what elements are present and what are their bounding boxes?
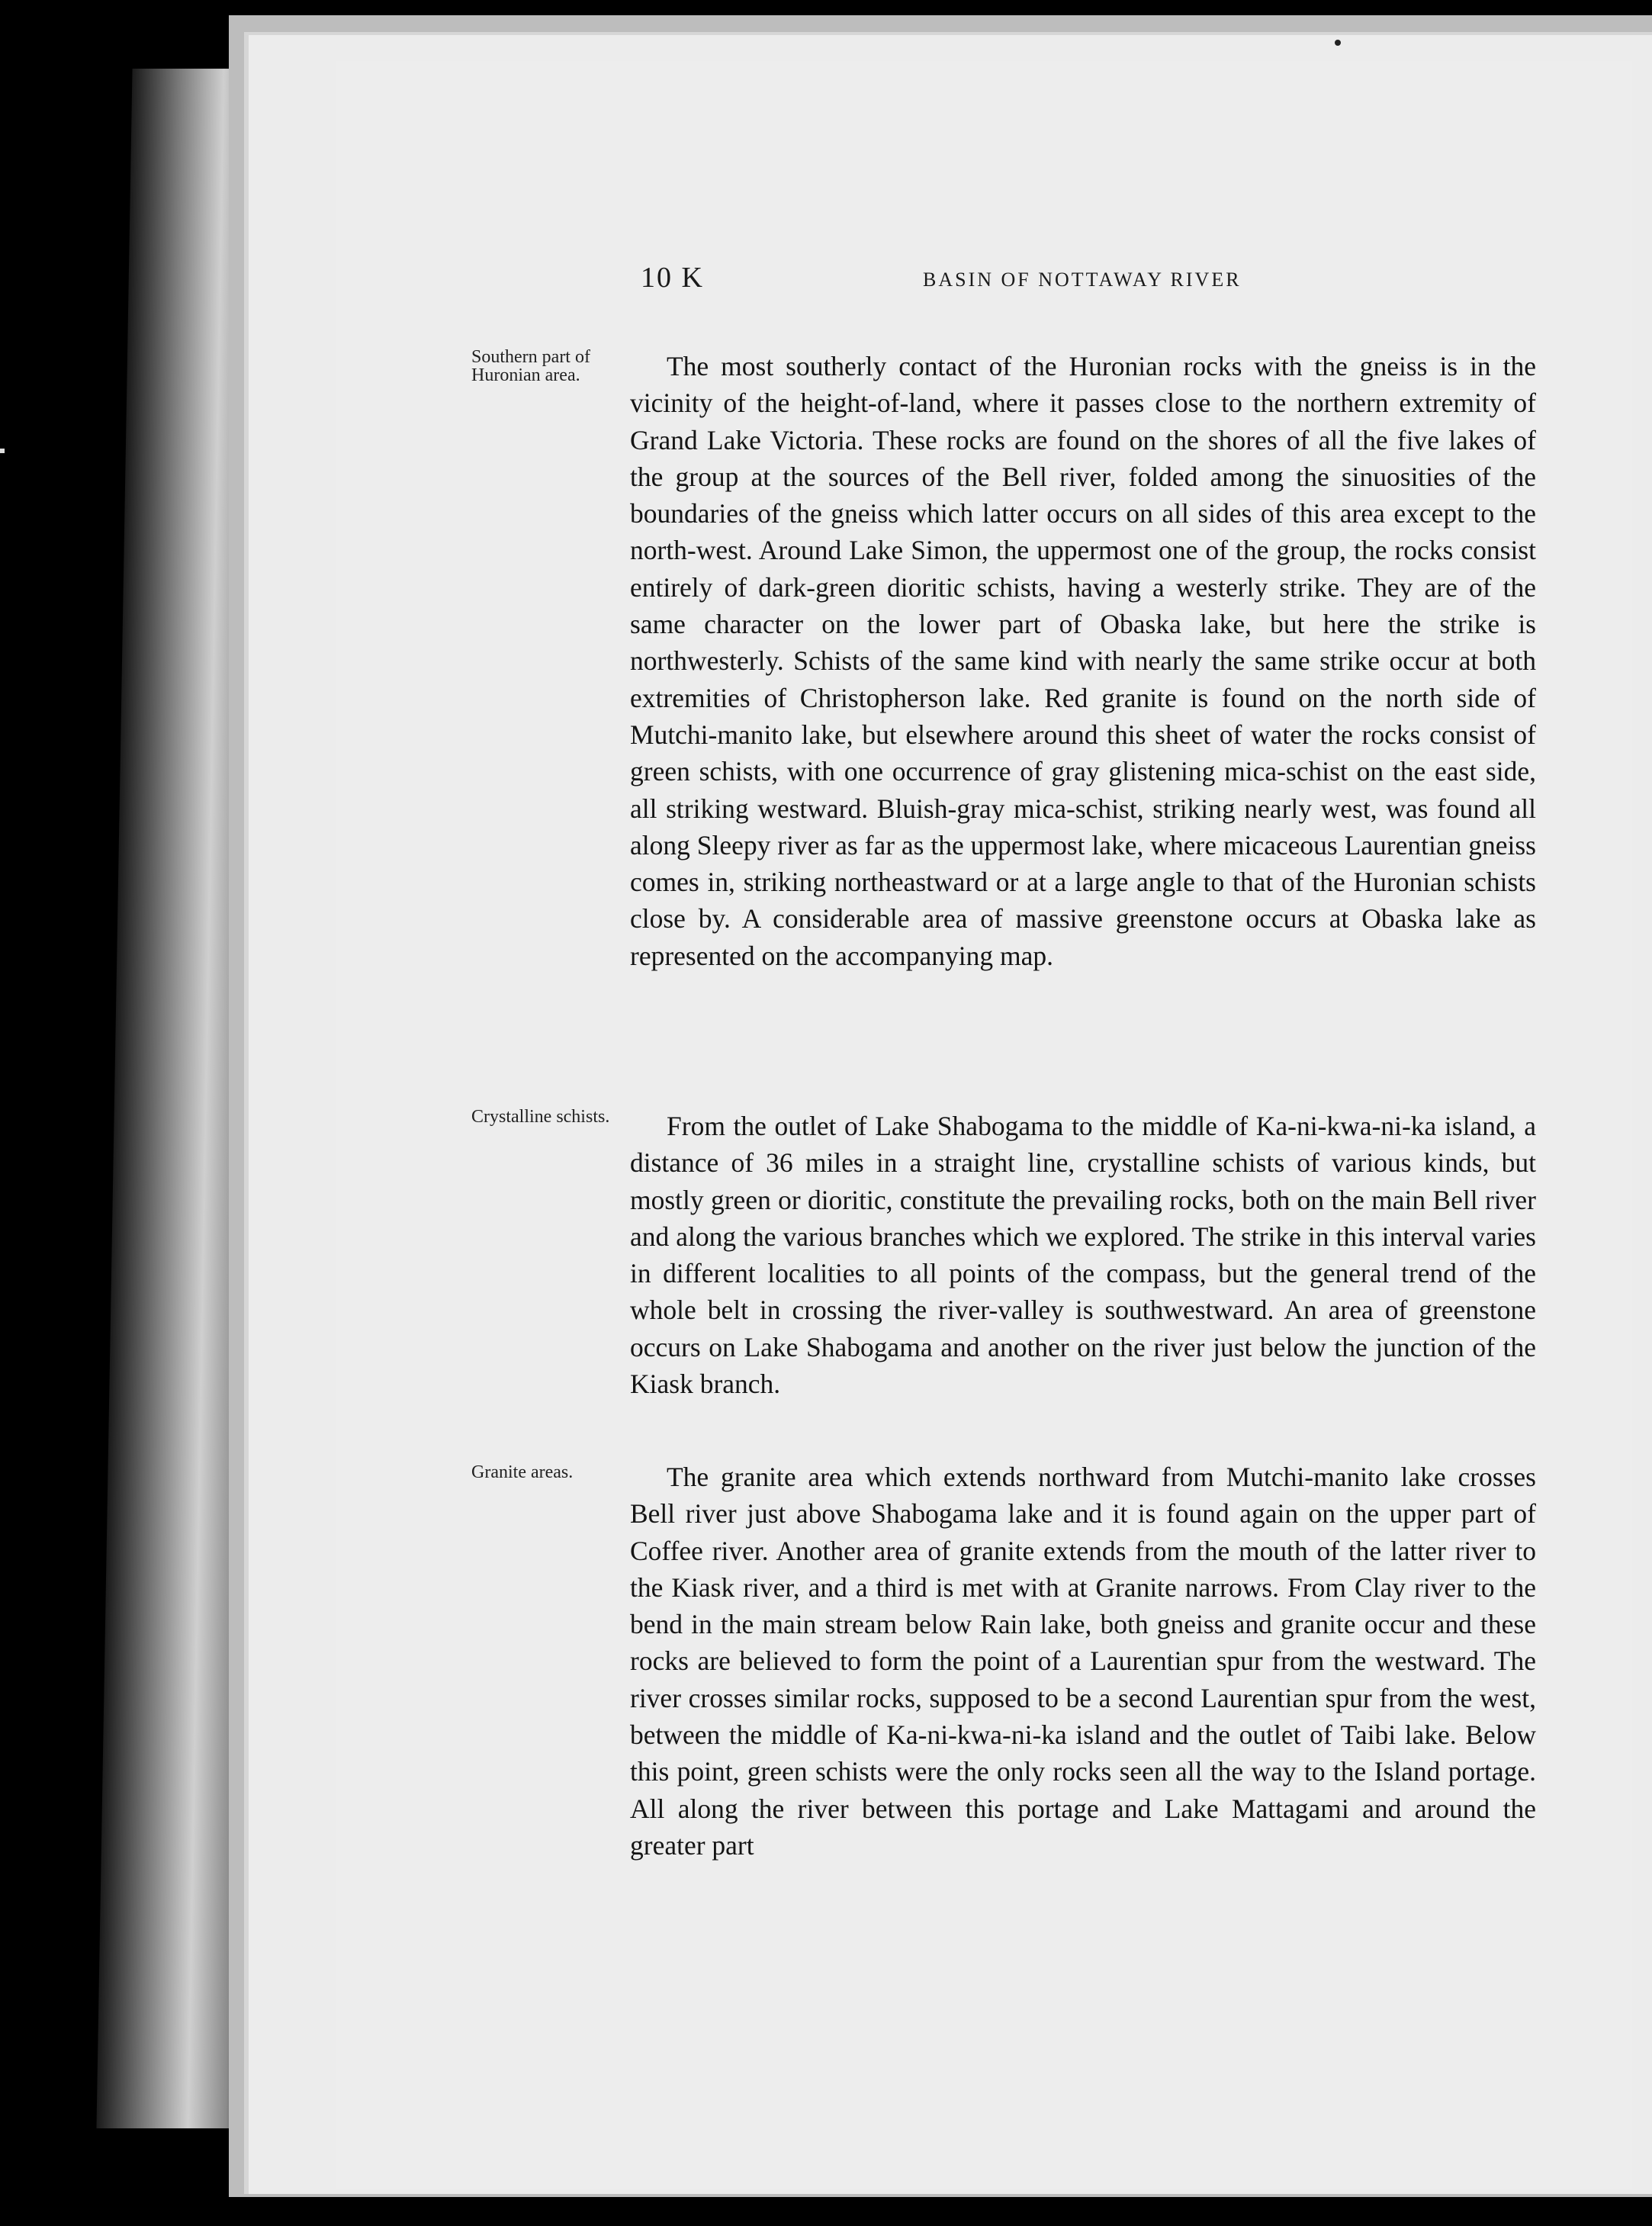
margin-note-southern-huronian: Southern part of Huronian area. bbox=[471, 347, 590, 385]
scan-speck-left bbox=[0, 449, 5, 453]
paragraph-granite-areas: The granite area which extends northward from Mutchi-manito lake crosses Bell river just above Shabogama lake and it is found again on the upper part of Coffee river. Another area of granite extends from the mouth of the latter river to the Kiask river, and a third is met with at Granite narrows. From Clay river to the bend in the main stream below Rain lake, both gneiss and granite occur and these rocks are believed to form the point of a Laurentian spur from the westward. The river crosses similar rocks, supposed to be a second Laurentian spur from the west, between the middle of Ka-ni-kwa-ni-ka island and the outlet of Taibi lake. Below this point, green schists were the only rocks seen all the way to the Island portage. All along the river between this portage and Lake Mattagami and around the greater part bbox=[630, 1462, 1536, 1861]
margin-note-crystalline-schists: Crystalline schists. bbox=[471, 1107, 610, 1127]
page-header bbox=[641, 261, 1495, 299]
page-number: 10 K bbox=[641, 262, 704, 294]
margin-note-granite-areas: Granite areas. bbox=[471, 1462, 574, 1482]
paragraph-crystalline-schists: From the outlet of Lake Shabogama to the middle of Ka-ni-kwa-ni-ka island, a distance of 36 miles in a straight line, crystalline schists of various kinds, but mostly green or dioritic, constitute the prevailing rocks, both on the main Bell river and along the various branches which we explored. The strike in this interval varies in different localities to all points of the compass, but the general trend of the whole belt in crossing the river-valley is southwestward. An area of greenstone occurs on Lake Shabogama and another on the river just below the junction of the Kiask branch. bbox=[630, 1111, 1536, 1400]
running-title: BASIN OF NOTTAWAY RIVER bbox=[923, 269, 1242, 291]
paragraph-southern-huronian: The most southerly contact of the Huronian rocks with the gneiss is in the vicinity of the height-of-land, where it passes close to the northern extremity of Grand Lake Victoria. These rocks are found on the shores of all the five lakes of the group at the sources of the Bell river, folded among the sinuosities of the boundaries of the gneiss which latter occurs on all sides of this area except to the north-west. Around Lake Simon, the uppermost one of the group, the rocks consist entirely of dark-green dioritic schists, having a westerly strike. They are of the same character on the lower part of Obaska lake, but here the strike is northwesterly. Schists of the same kind with nearly the same strike occur at both extremities of Christopherson lake. Red granite is found on the north side of Mutchi-manito lake, but elsewhere around this sheet of water the rocks consist of green schists, with one occurrence of gray glistening mica-schist on the east side, all striking westward. Bluish-gray mica-schist, striking nearly west, was found all along Sleepy river as far as the uppermost lake, where micaceous Laurentian gneiss comes in, striking northeastward or at a large angle to that of the Huronian schists close by. A considerable area of massive greenstone occurs at Obaska lake as represented on the accompanying map. bbox=[630, 351, 1536, 971]
scan-speck bbox=[1335, 40, 1341, 46]
